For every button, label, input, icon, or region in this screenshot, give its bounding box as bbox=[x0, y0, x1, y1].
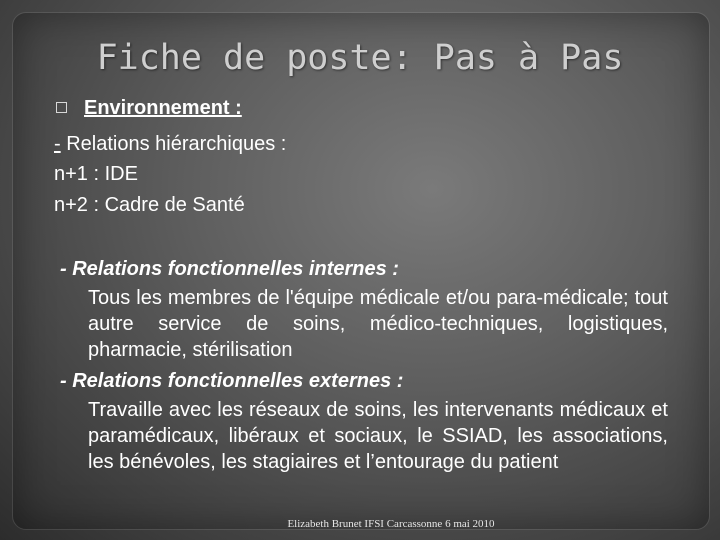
section-heading: Environnement : bbox=[84, 97, 242, 119]
slide-footer: Elizabeth Brunet IFSI Carcassonne 6 mai 2010 bbox=[287, 518, 495, 530]
slide-title: Fiche de poste: Pas à Pas bbox=[96, 38, 624, 78]
relations-internes-text: Tous les membres de l'équipe médicale et/ou para-médicale; tout autre service de soins, médico-techniques, logistiques, pharmacie, stérilisation bbox=[88, 287, 668, 361]
relations-internes-label: - Relations fonctionnelles internes : bbox=[60, 258, 399, 280]
hierarchy-n1: n+1 : IDE bbox=[54, 163, 138, 185]
hierarchy-n2: n+2 : Cadre de Santé bbox=[54, 194, 245, 216]
relations-externes-text: Travaille avec les réseaux de soins, les intervenants médicaux et paramédicaux, libéraux et sociaux, le SSIAD, les associations, les bénévoles, les stagiaires et l’entourage du patient bbox=[88, 399, 668, 473]
square-bullet-icon bbox=[56, 102, 67, 113]
relations-externes-label: - Relations fonctionnelles externes : bbox=[60, 370, 404, 392]
dash-marker: - bbox=[54, 133, 61, 155]
relations-hierarchiques-line bbox=[54, 132, 286, 156]
relations-hierarchiques-label: Relations hiérarchiques : bbox=[60, 133, 287, 155]
